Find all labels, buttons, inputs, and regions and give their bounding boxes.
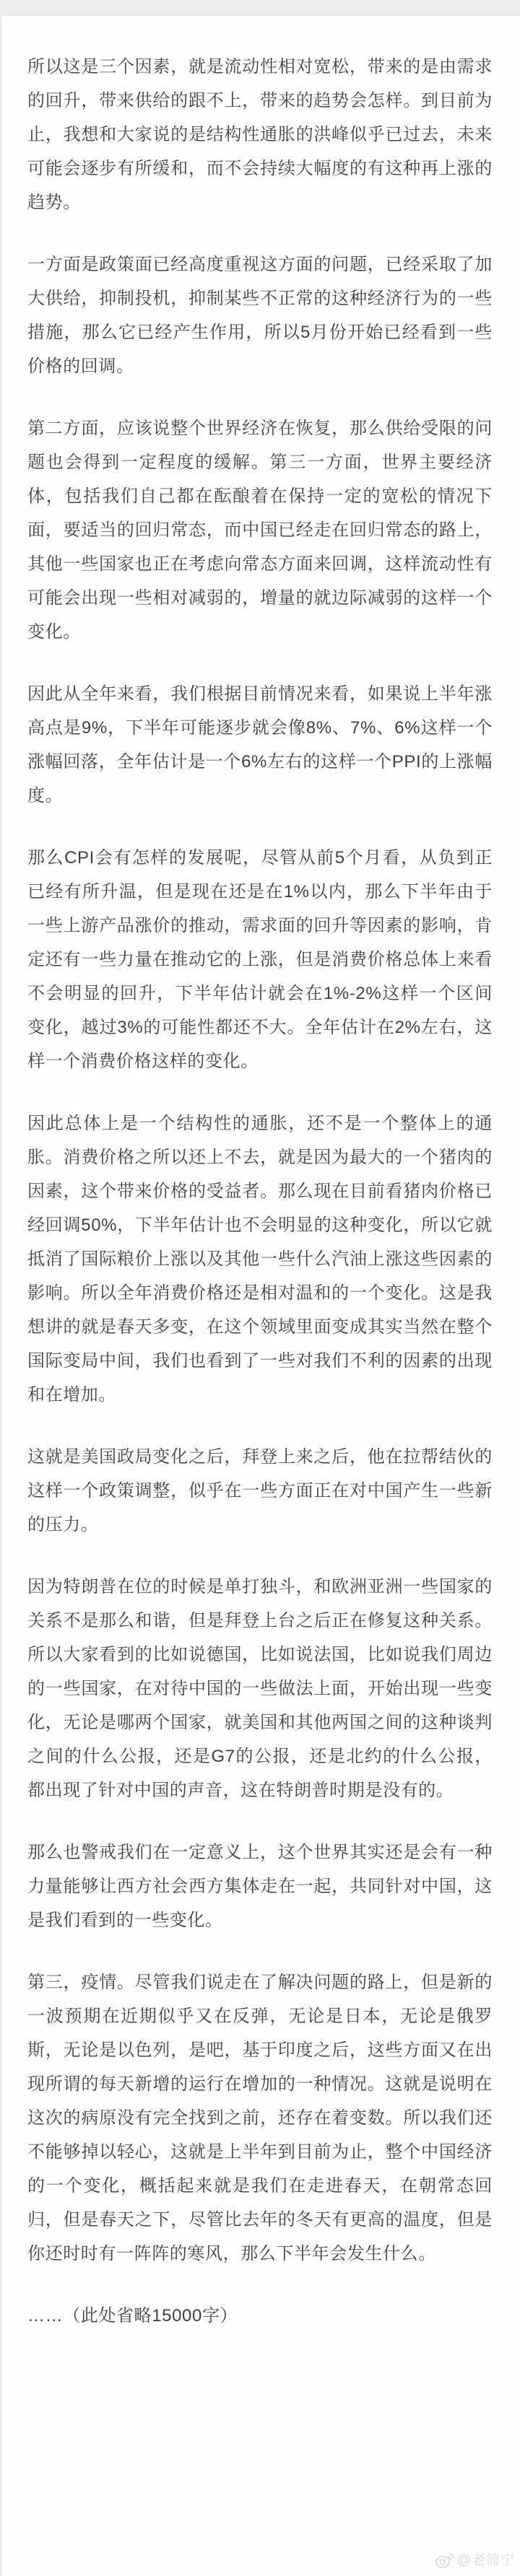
top-edge-bar	[1, 0, 520, 16]
article-paragraph: 因此总体上是一个结构性的通胀，还不是一个整体上的通胀。消费价格之所以还上不去，就是因为最大的一个猪肉的因素，这个带来价格的受益者。那么现在目前看猪肉价格已经回调50%，下半年估计也不会明显的这种变化，所以它就抵消了国际粮价上涨以及其他一些什么汽油上涨这些因素的影响。所以全年消费价格还是相对温和的一个变化。这是我想讲的就是春天多变，在这个领域里面变成其实当然在整个国际变局中间，我们也看到了一些对我们不利的因素的出现和在增加。	[27, 1114, 493, 1405]
article-paragraph: 这就是美国政局变化之后，拜登上来之后，他在拉帮结伙的这样一个政策调整，似乎在一些方面正在对中国产生一些新的压力。	[27, 1447, 493, 1534]
article-paragraph: 因为特朗普在位的时候是单打独斗，和欧洲亚洲一些国家的关系不是那么和谐，但是拜登上台之后正在修复这种关系。所以大家看到的比如说德国，比如说法国，比如说我们周边的一些国家，在对待中国的一些做法上面，开始出现一些变化，无论是哪两个国家，就美国和其他两国之间的这种谈判之间的什么公报，还是G7的公报，还是北约的什么公报，都出现了针对中国的声音，这在特朗普时期是没有的。	[27, 1577, 493, 1800]
article-paragraph: 第三，疫情。尽管我们说走在了解决问题的路上，但是新的一波预期在近期似乎又在反弹，无论是日本，无论是俄罗斯，无论是以色列，是吧，基于印度之后，这些方面又在出现所谓的每天新增的运行在增加的一种情况。这就是说明在这次的病原没有完全找到之前，还存在着变数。所以我们还不能够掉以轻心，这就是上半年到目前为止，整个中国经济的一个变化，概括起来就是我们在走进春天，在朝常态回归，但是春天之下，尽管比去年的冬天有更高的温度，但是你还时时有一阵阵的寒风，那么下半年会发生什么。	[27, 1973, 493, 2263]
article-paragraph: 那么CPI会有怎样的发展呢，尽管从前5个月看，从负到正已经有所升温，但是现在还是在1%以内，那么下半年由于一些上游产品涨价的推动，需求面的回升等因素的影响，肯定还有一些力量在推动它的上涨，但是消费价格总体上来看不会明显的回升，下半年估计就会在1%-2%这样一个区间变化，越过3%的可能性都还不大。全年估计在2%左右，这样一个消费价格这样的变化。	[27, 848, 493, 1071]
watermark-handle: @老简宁	[456, 2553, 515, 2568]
article-body	[1, 16, 520, 2333]
article-paragraph: 因此从全年来看，我们根据目前情况来看，如果说上半年涨高点是9%，下半年可能逐步就会像8%、7%、6%这样一个涨幅回落，全年估计是一个6%左右的这样一个PPI的上涨幅度。	[27, 684, 493, 805]
article-paragraph: 所以这是三个因素，就是流动性相对宽松，带来的是由需求的回升，带来供给的跟不上，带来的趋势会怎样。到目前为止，我想和大家说的是结构性通胀的洪峰似乎已过去，未来可能会逐步有所缓和，而不会持续大幅度的有这种再上涨的趋势。	[27, 57, 493, 212]
weibo-icon	[435, 2550, 455, 2569]
article-paragraph: ……（此处省略15000字）	[27, 2306, 238, 2326]
article-paragraph: 那么也警戒我们在一定意义上，这个世界其实还是会有一种力量能够让西方社会西方集体走在一起，共同针对中国，这是我们看到的一些变化。	[27, 1843, 493, 1930]
article-paragraph: 一方面是政策面已经高度重视这方面的问题，已经采取了加大供给，抑制投机，抑制某些不正常的这种经济行为的一些措施，那么它已经产生作用，所以5月份开始已经看到一些价格的回调。	[27, 255, 493, 376]
article-paragraph: 第二方面，应该说整个世界经济在恢复，那么供给受限的问题也会得到一定程度的缓解。第三一方面，世界主要经济体，包括我们自己都在酝酿着在保持一定的宽松的情况下面，要适当的回归常态，而中国已经走在回归常态的路上，其他一些国家也正在考虑向常态方面来回调，这样流动性有可能会出现一些相对减弱的，增量的就边际减弱的这样一个变化。	[27, 419, 493, 642]
weibo-watermark	[435, 2549, 515, 2569]
